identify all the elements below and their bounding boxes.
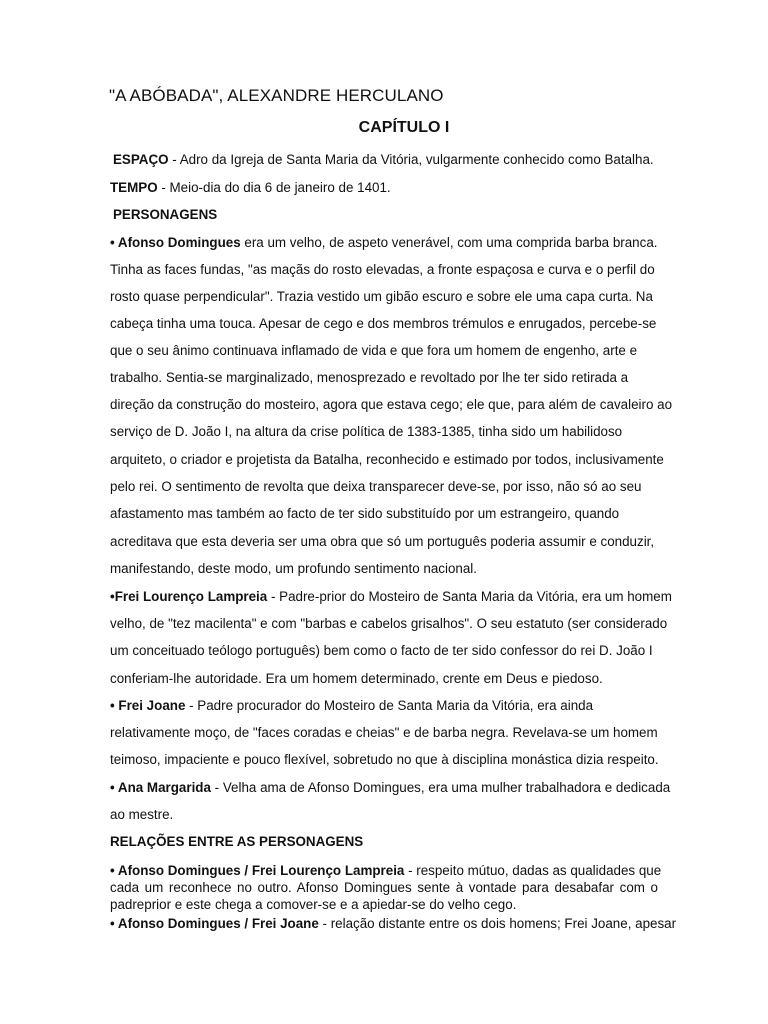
afonso-line-11: acreditava que esta deveria ser uma obra que só um português poderia assumir e conduzir, — [110, 534, 655, 549]
afonso-line-7: serviço de D. João I, na altura da crise política de 1383-1385, tinha sido um habilidoso — [110, 424, 623, 439]
afonso-name: • Afonso Domingues — [110, 235, 241, 250]
rel1-text-0: - respeito mútuo, dadas as qualidades que — [404, 863, 662, 878]
afonso-line-3: cabeça tinha uma touca. Apesar de cego e dos membros trémulos e enrugados, percebe-se — [110, 316, 657, 331]
afonso-line-12: manifestando, deste modo, um profundo sentimento nacional. — [110, 561, 477, 576]
rel1-name: • Afonso Domingues / Frei Lourenço Lampreia — [110, 863, 405, 878]
lourenco-line-1: velho, de "tez macilenta" e com "barbas e cabelos grisalhos". O seu estatuto (ser considerado — [110, 616, 668, 631]
lourenco-line-0 — [110, 589, 672, 604]
lourenco-line-2: um conceituado teólogo português) bem como o facto de ter sido confessor do rei D. João I — [110, 643, 653, 658]
ana-line-1: ao mestre. — [110, 807, 174, 822]
afonso-line-1: Tinha as faces fundas, "as maçãs do rosto elevadas, a fronte espaçosa e curva e o perfil do — [110, 262, 655, 277]
relacoes-heading: RELAÇÕES ENTRE AS PERSONAGENS — [110, 834, 364, 849]
rel1-paragraph — [110, 862, 662, 913]
tempo-text: - Meio-dia do dia 6 de janeiro de 1401. — [157, 180, 391, 195]
tempo-label: TEMPO — [110, 180, 158, 195]
ana-line-0 — [110, 780, 670, 795]
rel1-line-0 — [110, 862, 662, 879]
joane-line-2: teimoso, impaciente e pouco flexível, sobretudo no que à disciplina monástica dizia respeito. — [110, 752, 659, 767]
personagens-heading: PERSONAGENS — [113, 207, 218, 222]
joane-text-0: - Padre procurador do Mosteiro de Santa Maria da Vitória, era ainda — [185, 698, 594, 713]
afonso-line-10: afastamento mas também ao facto de ter sido substituído por um estrangeiro, quando — [110, 506, 620, 521]
lourenco-name: •Frei Lourenço Lampreia — [110, 589, 268, 604]
afonso-line-5: trabalho. Sentia-se marginalizado, menosprezado e revoltado por lhe ter sido retirada a — [110, 370, 629, 385]
afonso-line-0 — [110, 235, 658, 250]
afonso-line-6: direção da construção do mosteiro, agora que estava cego; ele que, para além de cavaleiro ao — [110, 397, 673, 412]
ana-name: • Ana Margarida — [110, 780, 211, 795]
joane-line-1: relativamente moço, de "faces coradas e cheias" e de barba negra. Revelava-se um homem — [110, 725, 658, 740]
ana-text-0: - Velha ama de Afonso Domingues, era uma mulher trabalhadora e dedicada — [210, 780, 671, 795]
afonso-line-2: rosto quase perpendicular". Trazia vestido um gibão escuro e sobre ele uma capa curta. Na — [110, 289, 653, 304]
joane-name: • Frei Joane — [110, 698, 186, 713]
rel2-text-0: - relação distante entre os dois homens; Frei Joane, apesar — [318, 916, 677, 931]
document-title: "A ABÓBADA", ALEXANDRE HERCULANO — [109, 86, 444, 105]
lourenco-text-0: - Padre-prior do Mosteiro de Santa Maria da Vitória, era um homem — [267, 589, 672, 604]
chapter-heading: CAPÍTULO I — [358, 119, 450, 136]
afonso-line-9: pelo rei. O sentimento de revolta que deixa transparecer deve-se, por isso, não só ao seu — [110, 479, 642, 494]
espaco-label: ESPAÇO — [113, 152, 169, 167]
afonso-text-0: era um velho, de aspeto venerável, com uma comprida barba branca. — [240, 235, 658, 250]
lourenco-line-3: conferiam-lhe autoridade. Era um homem determinado, crente em Deus e piedoso. — [110, 671, 603, 686]
joane-line-0 — [110, 698, 593, 713]
rel1-line-2: padreprior e este chega a comover-se e a apiedar-se do velho cego. — [110, 897, 517, 912]
espaco-text: - Adro da Igreja de Santa Maria da Vitória, vulgarmente conhecido como Batalha. — [168, 152, 654, 167]
rel2-line-0 — [110, 915, 677, 932]
tempo-line — [110, 180, 391, 195]
espaco-line — [113, 152, 654, 167]
rel1-line-1: cada um reconhece no outro. Afonso Domingues sente à vontade para desabafar com o — [110, 880, 658, 895]
rel2-name: • Afonso Domingues / Frei Joane — [110, 916, 319, 931]
afonso-line-8: arquiteto, o criador e projetista da Batalha, reconhecido e estimado por todos, inclusivamente — [110, 452, 664, 467]
rel2-paragraph — [110, 915, 677, 932]
afonso-line-4: que o seu ânimo continuava inflamado de vida e que fora um homem de engenho, arte e — [110, 343, 638, 358]
